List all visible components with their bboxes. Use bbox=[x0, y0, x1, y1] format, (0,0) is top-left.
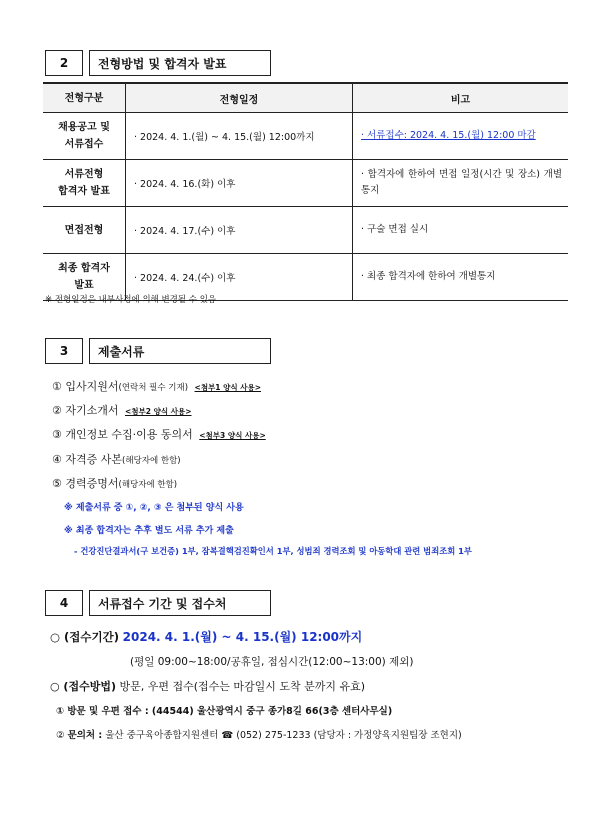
stage-cell: 면접전형 bbox=[43, 207, 126, 254]
date-cell: · 2024. 4. 24.(수) 이후 bbox=[126, 254, 353, 301]
attachment-label: <첨부3 양식 사용> bbox=[199, 431, 266, 440]
additional-documents: - 건강진단결과서(구 보건증) 1부, 잠복결핵검진확인서 1부, 성범죄 경력조회 및 아동학대 관련 범죄조회 1부 bbox=[74, 546, 472, 556]
period-label: ○ (접수기간) bbox=[50, 630, 119, 644]
section-number: 3 bbox=[45, 338, 83, 364]
column-header: 전형일정 bbox=[126, 83, 353, 113]
schedule-footnote: ※ 전형일정은 내부사정에 의해 변경될 수 있음 bbox=[45, 295, 217, 305]
schedule-table bbox=[43, 82, 568, 301]
section-number: 4 bbox=[45, 590, 83, 616]
column-header: 전형구분 bbox=[43, 83, 126, 113]
deadline-link[interactable]: · 서류접수: 2024. 4. 15.(월) 12:00 마감 bbox=[361, 130, 536, 141]
stage-cell: 채용공고 및 서류접수 bbox=[43, 113, 126, 160]
attachment-label: <첨부2 양식 사용> bbox=[125, 407, 192, 416]
column-header: 비고 bbox=[353, 83, 569, 113]
table-row bbox=[43, 207, 568, 254]
date-cell: · 2024. 4. 16.(화) 이후 bbox=[126, 160, 353, 207]
section-3-header bbox=[45, 338, 271, 364]
document-item: ① 입사지원서(연락처 필수 기재) <첨부1 양식 사용> bbox=[52, 380, 262, 393]
document-item: ⑤ 경력증명서(해당자에 한함) bbox=[52, 477, 178, 490]
stage-cell: 서류전형 합격자 발표 bbox=[43, 160, 126, 207]
section-title: 서류접수 기간 및 접수처 bbox=[89, 590, 271, 616]
note-cell: · 최종 합격자에 한하여 개별통지 bbox=[353, 254, 569, 301]
document-item: ② 자기소개서 <첨부2 양식 사용> bbox=[52, 404, 192, 417]
section-4-header bbox=[45, 590, 271, 616]
submission-note: ※ 최종 합격자는 추후 별도 서류 추가 제출 bbox=[64, 526, 234, 536]
note-cell: · 구술 면접 실시 bbox=[353, 207, 569, 254]
section-number: 2 bbox=[45, 50, 83, 76]
date-cell: · 2024. 4. 17.(수) 이후 bbox=[126, 207, 353, 254]
section-title: 전형방법 및 합격자 발표 bbox=[89, 50, 271, 76]
reception-period bbox=[50, 628, 362, 645]
section-title: 제출서류 bbox=[89, 338, 271, 364]
method-label: ○ (접수방법) bbox=[50, 680, 116, 693]
period-value: 2024. 4. 1.(월) ~ 4. 15.(월) 12:00까지 bbox=[122, 630, 363, 644]
section-2-header bbox=[45, 50, 271, 76]
document-item: ④ 자격증 사본(해당자에 한함) bbox=[52, 453, 181, 466]
method-value: 방문, 우편 접수(접수는 마감일시 도착 분까지 유효) bbox=[119, 680, 366, 693]
reception-method bbox=[50, 678, 365, 694]
period-note: (평일 09:00~18:00/공휴일, 점심시간(12:00~13:00) 제외) bbox=[130, 656, 414, 668]
visit-address: ① 방문 및 우편 접수 : (44544) 울산광역시 중구 종가8길 66(3층 센터사무실) bbox=[56, 706, 393, 717]
contact-info: ② 문의처 : 울산 중구육아종합지원센터 ☎ (052) 275-1233 (담당자 : 가정양육지원팀장 조현지) bbox=[56, 730, 462, 741]
stage-cell: 최종 합격자 발표 bbox=[43, 254, 126, 301]
submission-note: ※ 제출서류 중 ①, ②, ③ 은 첨부된 양식 사용 bbox=[64, 503, 244, 513]
date-cell: · 2024. 4. 1.(월) ~ 4. 15.(월) 12:00까지 bbox=[126, 113, 353, 160]
note-cell: · 합격자에 한하여 면접 일정(시간 및 장소) 개별 통지 bbox=[353, 160, 569, 207]
attachment-label: <첨부1 양식 사용> bbox=[194, 383, 262, 392]
table-header-row bbox=[43, 83, 568, 113]
table-row bbox=[43, 113, 568, 160]
note-cell bbox=[353, 113, 569, 160]
table-row bbox=[43, 160, 568, 207]
document-item: ③ 개인정보 수집·이용 동의서 <첨부3 양식 사용> bbox=[52, 428, 266, 441]
